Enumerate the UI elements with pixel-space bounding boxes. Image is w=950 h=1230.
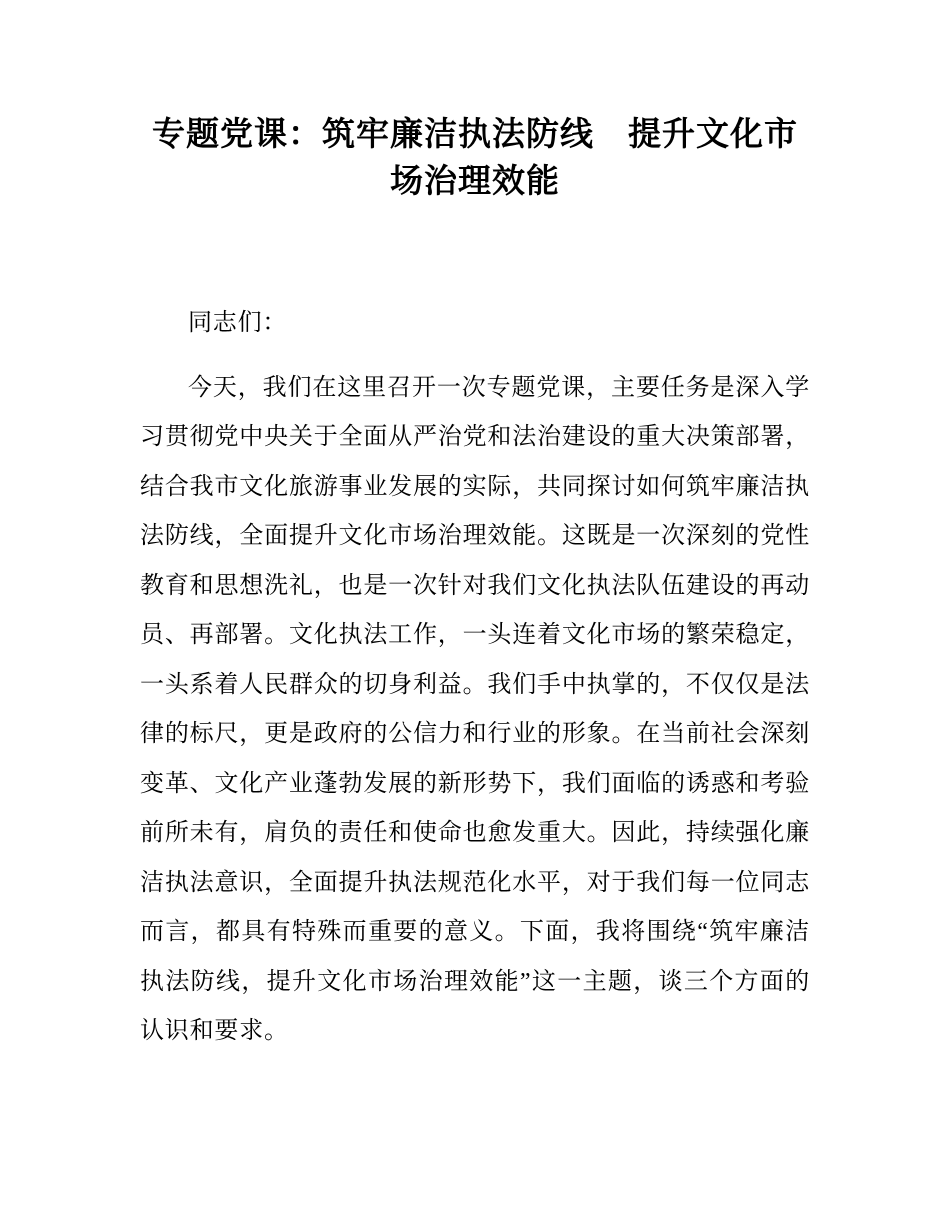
title-line-2: 场治理效能	[390, 164, 560, 200]
document-title	[115, 0, 835, 206]
title-line-1: 专题党课：筑牢廉洁执法防线 提升文化市	[152, 117, 798, 153]
document-body	[140, 299, 810, 1057]
paragraph-salutation: 同志们：	[188, 310, 288, 336]
paragraph-main: 今天，我们在这里召开一次专题党课，主要任务是深入学习贯彻党中央关于全面从严治党和法治建设的重大决策部署，结合我市文化旅游事业发展的实际，共同探讨如何筑牢廉洁执法防线，全面提升文化市场治理效能。这既是一次深刻的党性教育和思想洗礼，也是一次针对我们文化执法队伍建设的再动员、再部署。文化执法工作，一头连着文化市场的繁荣稳定，一头系着人民群众的切身利益。我们手中执掌的，不仅仅是法律的标尺，更是政府的公信力和行业的形象。在当前社会深刻变革、文化产业蓬勃发展的新形势下，我们面临的诱惑和考验前所未有，肩负的责任和使命也愈发重大。因此，持续强化廉洁执法意识，全面提升执法规范化水平，对于我们每一位同志而言，都具有特殊而重要的意义。下面，我将围绕“筑牢廉洁执法防线，提升文化市场治理效能”这一主题，谈三个方面的认识和要求。	[140, 374, 811, 1044]
